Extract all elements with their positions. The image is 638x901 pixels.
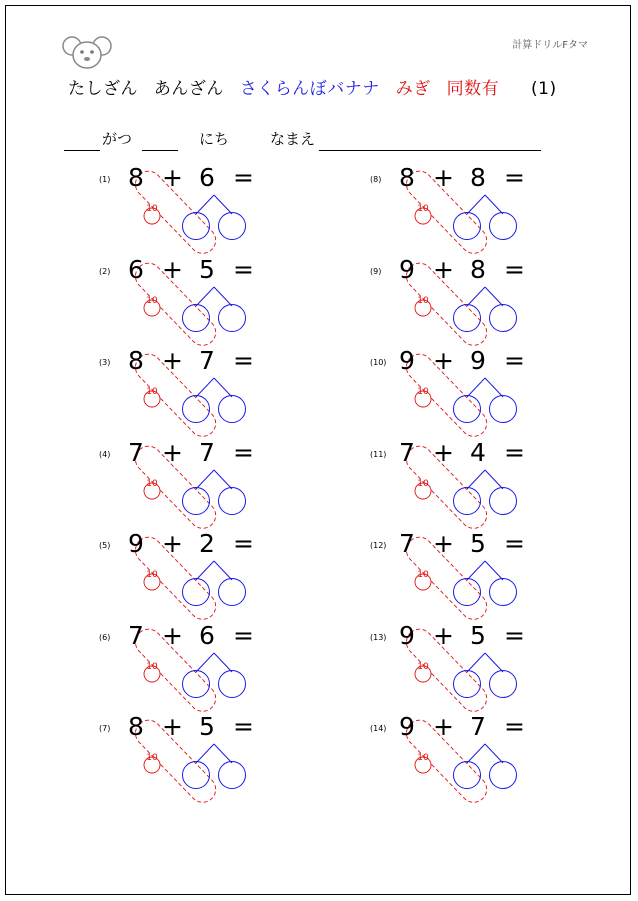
equals-sign: =: [233, 254, 254, 284]
problem-number: (12): [370, 541, 387, 550]
equals-sign: =: [504, 254, 525, 284]
split-circle-right: [490, 762, 517, 789]
name-label: なまえ: [270, 130, 316, 148]
branch-left: [467, 561, 485, 580]
sheet-number: (1): [531, 79, 557, 99]
ten-label: 10: [417, 295, 429, 306]
split-circle-left: [454, 579, 481, 606]
branch-left: [196, 653, 214, 672]
equals-sign: =: [504, 163, 525, 192]
branch-right: [214, 561, 232, 580]
split-circle-left: [183, 396, 210, 423]
ten-label: 10: [417, 387, 429, 397]
problem-10: [370, 346, 550, 426]
title-mental-math: あんざん: [153, 79, 224, 99]
second-addend: 5: [470, 620, 486, 650]
first-addend: 7: [399, 437, 415, 467]
ten-label: 10: [417, 478, 429, 489]
branch-right: [214, 287, 232, 306]
problem-4: [99, 438, 279, 518]
ten-label: 10: [417, 661, 429, 672]
ten-label: 10: [417, 204, 429, 214]
problem-number: (9): [370, 266, 382, 276]
equals-sign: =: [233, 346, 254, 375]
branch-left: [196, 378, 214, 397]
branch-left: [196, 287, 214, 306]
publisher-label: 計算ドリルFタマ: [512, 40, 588, 51]
split-circle-right: [219, 304, 246, 331]
plus-sign: +: [433, 163, 454, 192]
split-circle-right: [490, 579, 517, 606]
split-circle-left: [454, 670, 481, 697]
equals-sign: =: [504, 437, 525, 467]
split-circle-left: [454, 487, 481, 514]
branch-right: [485, 195, 503, 214]
branch-left: [196, 470, 214, 489]
branch-left: [467, 653, 485, 672]
equals-sign: =: [233, 437, 254, 467]
split-circle-right: [219, 670, 246, 697]
title-direction: みぎ: [395, 79, 431, 99]
equals-sign: =: [504, 620, 525, 650]
problem-number: (7): [99, 724, 111, 733]
split-circle-left: [183, 213, 210, 240]
split-circle-right: [219, 579, 246, 606]
second-addend: 6: [199, 163, 215, 192]
problem-number: (14): [370, 724, 387, 733]
first-addend: 7: [128, 620, 144, 650]
plus-sign: +: [162, 712, 183, 741]
branch-left: [196, 744, 214, 763]
split-circle-left: [454, 396, 481, 423]
branch-right: [485, 470, 503, 489]
problem-7: [99, 712, 279, 792]
second-addend: 7: [199, 346, 215, 375]
first-addend: 8: [399, 163, 415, 192]
first-addend: 8: [128, 346, 144, 375]
branch-left: [467, 378, 485, 397]
branch-left: [467, 470, 485, 489]
branch-right: [214, 744, 232, 763]
branch-left: [196, 195, 214, 214]
split-circle-left: [183, 304, 210, 331]
title-addition: たしざん: [68, 79, 138, 99]
split-circle-right: [219, 762, 246, 789]
plus-sign: +: [162, 437, 183, 467]
worksheet: [5, 5, 631, 895]
problem-9: [370, 255, 550, 335]
problem-number: (4): [99, 449, 111, 459]
problem-5: [99, 529, 279, 609]
mouse-logo-icon: [61, 34, 113, 70]
plus-sign: +: [433, 712, 454, 741]
plus-sign: +: [162, 254, 183, 284]
second-addend: 7: [199, 437, 215, 467]
second-addend: 8: [470, 254, 486, 284]
problem-14: [370, 712, 550, 792]
equals-sign: =: [233, 620, 254, 650]
first-addend: 7: [399, 529, 415, 558]
first-addend: 9: [399, 254, 415, 284]
second-addend: 4: [470, 437, 486, 467]
problem-3: [99, 346, 279, 426]
problem-6: [99, 621, 279, 701]
ten-label: 10: [146, 478, 158, 489]
split-circle-right: [490, 213, 517, 240]
first-addend: 9: [128, 529, 144, 558]
equals-sign: =: [504, 712, 525, 741]
ten-label: 10: [146, 570, 158, 580]
branch-right: [485, 653, 503, 672]
equals-sign: =: [504, 529, 525, 558]
problem-12: [370, 529, 550, 609]
second-addend: 2: [199, 529, 215, 558]
second-addend: 5: [470, 529, 486, 558]
split-circle-left: [454, 213, 481, 240]
second-addend: 6: [199, 620, 215, 650]
plus-sign: +: [162, 529, 183, 558]
problem-number: (3): [99, 358, 111, 367]
plus-sign: +: [162, 346, 183, 375]
day-blank[interactable]: [142, 150, 178, 151]
split-circle-right: [490, 670, 517, 697]
ten-label: 10: [146, 204, 158, 214]
ten-label: 10: [146, 387, 158, 397]
problem-number: (10): [370, 358, 387, 367]
split-circle-right: [219, 487, 246, 514]
first-addend: 9: [399, 712, 415, 741]
first-addend: 6: [128, 254, 144, 284]
split-circle-left: [454, 304, 481, 331]
branch-right: [214, 195, 232, 214]
ten-label: 10: [417, 753, 429, 763]
problem-number: (11): [370, 449, 387, 459]
month-blank[interactable]: [64, 150, 100, 151]
branch-right: [214, 470, 232, 489]
problem-1: [99, 163, 279, 243]
branch-right: [485, 744, 503, 763]
name-blank[interactable]: [319, 150, 541, 151]
split-circle-right: [490, 304, 517, 331]
branch-right: [214, 378, 232, 397]
second-addend: 5: [199, 712, 215, 741]
problem-11: [370, 438, 550, 518]
title-same-numbers: 同数有: [446, 79, 500, 99]
split-circle-left: [183, 762, 210, 789]
problem-2: [99, 255, 279, 335]
equals-sign: =: [233, 712, 254, 741]
split-circle-left: [183, 670, 210, 697]
branch-left: [196, 561, 214, 580]
first-addend: 9: [399, 620, 415, 650]
ten-label: 10: [417, 570, 429, 580]
problem-13: [370, 621, 550, 701]
first-addend: 7: [128, 437, 144, 467]
equals-sign: =: [233, 163, 254, 192]
split-circle-right: [219, 396, 246, 423]
branch-right: [214, 653, 232, 672]
plus-sign: +: [162, 163, 183, 192]
plus-sign: +: [433, 346, 454, 375]
ten-label: 10: [146, 661, 158, 672]
problem-number: (5): [99, 541, 111, 550]
problem-number: (1): [99, 175, 111, 184]
split-circle-left: [454, 762, 481, 789]
problem-number: (8): [370, 175, 382, 184]
month-label: がつ: [102, 130, 133, 148]
problem-number: (13): [370, 632, 387, 642]
branch-right: [485, 378, 503, 397]
day-label: にち: [199, 130, 230, 148]
plus-sign: +: [433, 437, 454, 467]
split-circle-left: [183, 579, 210, 606]
worksheet-title: [68, 74, 567, 99]
split-circle-left: [183, 487, 210, 514]
ten-label: 10: [146, 295, 158, 306]
branch-left: [467, 195, 485, 214]
first-addend: 9: [399, 346, 415, 375]
branch-right: [485, 561, 503, 580]
branch-left: [467, 744, 485, 763]
branch-left: [467, 287, 485, 306]
branch-right: [485, 287, 503, 306]
first-addend: 8: [128, 163, 144, 192]
split-circle-right: [490, 396, 517, 423]
problem-number: (2): [99, 266, 111, 276]
plus-sign: +: [433, 620, 454, 650]
name-date-row: [64, 128, 544, 152]
plus-sign: +: [433, 529, 454, 558]
equals-sign: =: [504, 346, 525, 375]
second-addend: 5: [199, 254, 215, 284]
ten-label: 10: [146, 753, 158, 763]
split-circle-right: [219, 213, 246, 240]
second-addend: 8: [470, 163, 486, 192]
problem-8: [370, 163, 550, 243]
first-addend: 8: [128, 712, 144, 741]
problem-number: (6): [99, 632, 111, 642]
second-addend: 7: [470, 712, 486, 741]
second-addend: 9: [470, 346, 486, 375]
split-circle-right: [490, 487, 517, 514]
equals-sign: =: [233, 529, 254, 558]
plus-sign: +: [433, 254, 454, 284]
plus-sign: +: [162, 620, 183, 650]
title-method: さくらんぼバナナ: [239, 79, 380, 99]
